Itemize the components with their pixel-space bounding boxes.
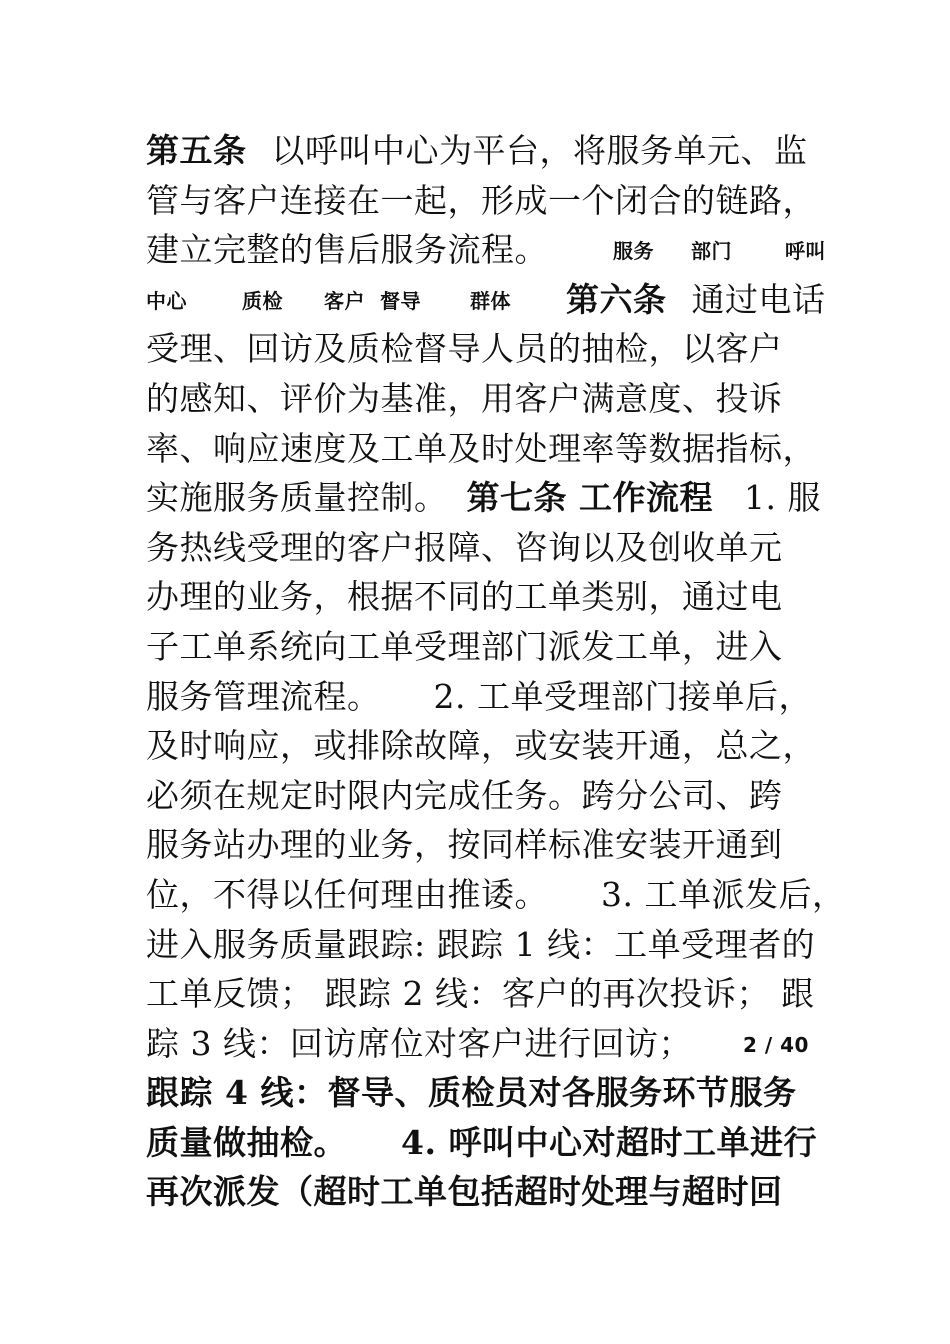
page-number: 2 / 40 xyxy=(742,1032,809,1057)
text-line xyxy=(146,1118,826,1168)
table-cell: 质检 xyxy=(242,288,283,313)
text-line: 及时响应，或排除故障，或安装开通，总之， xyxy=(146,726,816,766)
table-cell: 中心 xyxy=(146,288,187,313)
article-6-text: 通过电话 xyxy=(691,279,826,319)
table-cell: 部门 xyxy=(691,239,732,264)
text-line xyxy=(146,275,826,325)
article-7-text: 服务管理流程。 xyxy=(146,676,381,716)
article-5-text: 以呼叫中心为平台，将服务单元、监 xyxy=(271,131,808,170)
article-6-heading: 第六条 xyxy=(566,279,667,319)
document-body xyxy=(146,126,846,1217)
text-line: 办理的业务，根据不同的工单类别，通过电 xyxy=(146,577,783,617)
text-line xyxy=(146,126,826,176)
table-cell: 呼叫 xyxy=(785,239,826,264)
bold-text: 质量做抽检。 xyxy=(146,1122,347,1162)
text-line: 工单反馈； 跟踪 2 线：客户的再次投诉； 跟 xyxy=(146,974,815,1014)
text-line: 子工单系统向工单受理部门派发工单，进入 xyxy=(146,626,783,666)
article-7-heading: 第七条 工作流程 xyxy=(466,478,713,518)
text-line: 再次派发（超时工单包括超时处理与超时回 xyxy=(146,1172,783,1212)
text-line: 跟踪 4 线：督导、质检员对各服务环节服务 xyxy=(146,1073,797,1113)
article-7-text: 位，不得以任何理由推诿。 xyxy=(146,874,548,914)
table-cell: 客户 xyxy=(324,288,365,313)
text-line xyxy=(146,870,846,920)
text-line: 进入服务质量跟踪: 跟踪 1 线：工单受理者的 xyxy=(146,924,816,964)
article-6-text-end: 实施服务质量控制。 xyxy=(146,478,448,518)
text-line: 率、响应速度及工单及时处理率等数据指标， xyxy=(146,428,816,468)
text-line: 必须在规定时限内完成任务。跨分公司、跨 xyxy=(146,775,783,815)
text-line xyxy=(146,473,826,523)
article-7-item-3: 3. 工单派发后， xyxy=(601,874,846,914)
table-cell: 服务 xyxy=(613,239,654,264)
text-line xyxy=(146,672,826,722)
text-line: 受理、回访及质检督导人员的抽检，以客户 xyxy=(146,329,783,369)
article-5-text-end: 建立完整的售后服务流程。 xyxy=(146,230,548,270)
text-line xyxy=(146,225,826,275)
article-5-heading: 第五条 xyxy=(146,131,247,170)
table-cell: 督导 xyxy=(380,288,421,313)
table-cell: 群体 xyxy=(470,288,511,313)
text-line: 服务站办理的业务，按同样标准安装开通到 xyxy=(146,825,783,865)
article-7-text: 踪 3 线：回访席位对客户进行回访； xyxy=(146,1023,692,1063)
text-line: 务热线受理的客户报障、咨询以及创收单元 xyxy=(146,527,783,567)
article-7-item-4: 4. 呼叫中心对超时工单进行 xyxy=(401,1122,817,1162)
text-line: 的感知、评价为基准，用客户满意度、投诉 xyxy=(146,378,783,418)
text-line: 管与客户连接在一起，形成一个闭合的链路， xyxy=(146,180,816,220)
text-line xyxy=(146,1019,826,1069)
article-7-item-2: 2. 工单受理部门接单后， xyxy=(433,676,812,716)
article-7-item-1: 1. 服 xyxy=(744,478,821,518)
